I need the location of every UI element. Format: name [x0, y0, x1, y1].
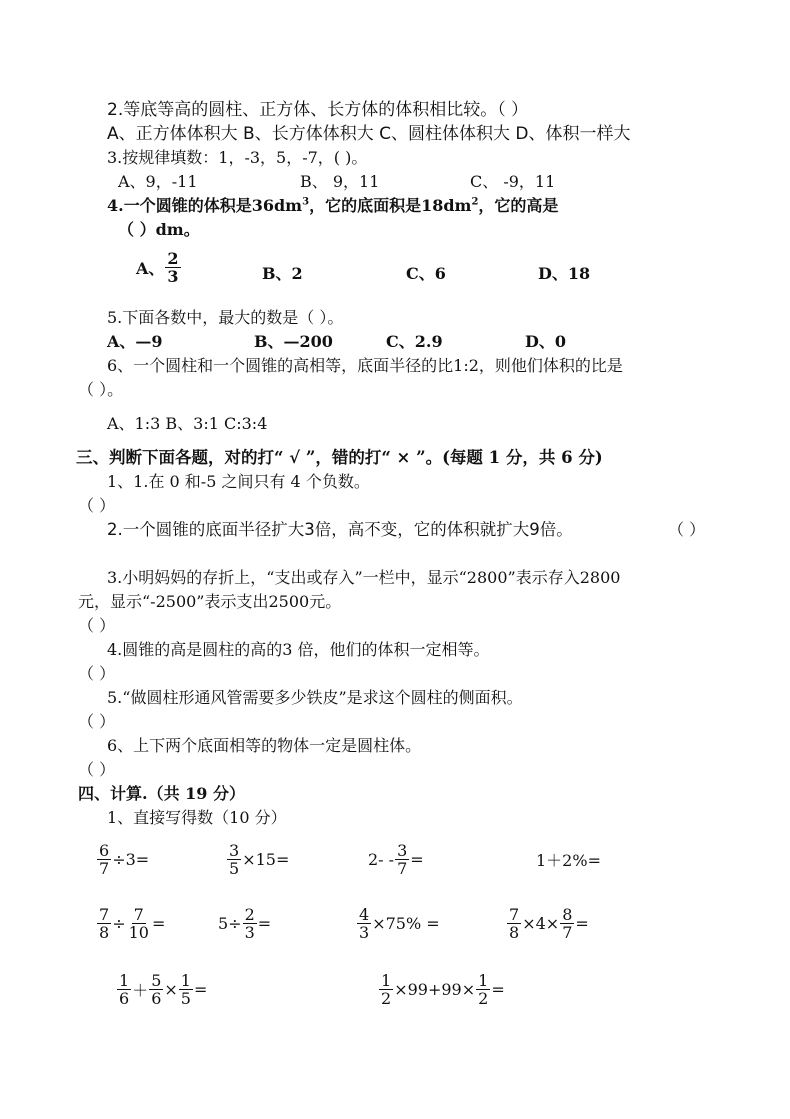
- calc-4: 1＋2%=: [536, 851, 601, 870]
- fraction-numerator: 1: [381, 971, 392, 990]
- calc-5-fraction-1: [97, 906, 111, 941]
- q6-options: A、1:3 B、3:1 C:3:4: [107, 414, 268, 433]
- q4-stem-part1: 4.一个圆锥的体积是36dm: [107, 196, 303, 215]
- fraction-denominator: 8: [509, 923, 520, 942]
- fraction-denominator: 10: [128, 923, 149, 942]
- calc-3-fraction: [395, 842, 409, 877]
- q4-option-c: C、6: [406, 264, 446, 283]
- fraction-denominator: 3: [359, 923, 370, 942]
- section4-sub1: 1、直接写得数（10 分）: [107, 808, 287, 827]
- judge-6: 6、上下两个底面相等的物体一定是圆柱体。: [107, 736, 422, 755]
- calc-8-rest: =: [575, 914, 589, 933]
- calc-6-rest: =: [257, 914, 272, 933]
- fraction-numerator: 2: [167, 249, 179, 268]
- judge-5: 5.“做圆柱形通风管需要多少铁皮”是求这个圆柱的侧面积。: [107, 688, 523, 707]
- calc-2-fraction: [227, 842, 241, 877]
- calc-1: [96, 842, 149, 877]
- calc-10-rest: =: [491, 980, 505, 999]
- fraction-numerator: 6: [99, 841, 110, 860]
- calc-9-fraction-3: [179, 972, 193, 1007]
- fraction-numerator: 7: [133, 905, 144, 924]
- q3-stem: 3.按规律填数：1，-3，5，-7，( )。: [107, 148, 368, 167]
- fraction-numerator: 1: [478, 971, 489, 990]
- q6-line2: （ ）。: [78, 380, 124, 399]
- calc-8-fraction-2: [560, 906, 574, 941]
- judge-3-line1: 3.小明妈妈的存折上，“支出或存入”一栏中，显示“2800”表示存入2800: [107, 568, 621, 587]
- fraction-numerator: 2: [244, 905, 255, 924]
- calc-8-mid: ×4×: [522, 914, 560, 933]
- q3-option-c: C、 -9，11: [470, 172, 556, 191]
- fraction-denominator: 8: [99, 923, 110, 942]
- fraction-numerator: 7: [99, 905, 110, 924]
- fraction-numerator: 8: [562, 905, 573, 924]
- fraction-numerator: 1: [119, 971, 130, 990]
- calc-1-rest: ÷3=: [112, 850, 150, 869]
- judge-3-line2: 元，显示“-2500”表示支出2500元。: [78, 592, 342, 611]
- q4-sup-2: 2: [471, 196, 479, 208]
- calc-10-fraction-1: [379, 972, 393, 1007]
- judge-6-answer: （ ）: [78, 760, 116, 779]
- judge-5-answer: （ ）: [78, 712, 116, 731]
- q3-option-a: A、9，-11: [118, 172, 198, 191]
- judge-4: 4.圆锥的高是圆柱的高的3 倍，他们的体积一定相等。: [107, 640, 490, 659]
- calc-5: [96, 906, 165, 941]
- q4-line2: （ ）dm。: [118, 220, 200, 239]
- calc-5-operator: ÷: [112, 914, 126, 933]
- calc-6-pre: 5÷: [218, 914, 242, 933]
- fraction-denominator: 3: [167, 267, 179, 286]
- q5-option-d: D、0: [525, 332, 567, 351]
- calc-1-fraction: [97, 842, 111, 877]
- judge-2: 2.一个圆锥的底面半径扩大3倍，高不变，它的体积就扩大9倍。: [107, 520, 573, 539]
- fraction-denominator: 7: [562, 923, 573, 942]
- q4-option-a: [136, 250, 182, 285]
- fraction-denominator: 7: [99, 859, 110, 878]
- q6-stem: 6、一个圆柱和一个圆锥的高相等，底面半径的比1:2，则他们体积的比是: [107, 356, 623, 375]
- section3-title: 三、判断下面各题，对的打“ √ ”，错的打“ × ”。(每题 1 分，共 6 分): [76, 448, 603, 467]
- fraction-denominator: 5: [229, 859, 240, 878]
- fraction-denominator: 3: [244, 923, 255, 942]
- fraction-denominator: 6: [119, 989, 130, 1008]
- calc-3-pre: 2- -: [368, 850, 395, 869]
- q2-stem: 2.等底等高的圆柱、正方体、长方体的体积相比较。（ ）: [107, 100, 529, 120]
- fraction-denominator: 7: [397, 859, 408, 878]
- judge-3-answer: （ ）: [78, 616, 116, 635]
- calc-9-fraction-2: [149, 972, 163, 1007]
- q2-options: A、正方体体积大 B、长方体体积大 C、圆柱体体积大 D、体积一样大: [107, 124, 631, 144]
- fraction-denominator: 2: [478, 989, 489, 1008]
- q4-stem-part2: ，它的底面积是18dm: [309, 196, 472, 215]
- calc-3-rest: =: [410, 850, 424, 869]
- q5-option-c: C、2.9: [386, 332, 443, 351]
- q4-option-b: B、2: [262, 264, 303, 283]
- calc-5-rest: =: [151, 914, 166, 933]
- q4-option-d: D、18: [538, 264, 591, 283]
- q5-option-a: A、—9: [107, 332, 163, 351]
- calc-9-operator-2: ×: [164, 980, 178, 999]
- calc-2: [226, 842, 289, 877]
- calc-7: [356, 906, 440, 941]
- calc-7-rest: ×75% =: [372, 914, 440, 933]
- calc-9-fraction-1: [117, 972, 131, 1007]
- q5-option-b: B、—200: [254, 332, 333, 351]
- calc-9-rest: =: [193, 980, 208, 999]
- fraction-denominator: 5: [180, 989, 191, 1008]
- calc-10-mid: ×99+99×: [394, 980, 476, 999]
- q4-stem-part3: ，它的高是: [478, 196, 559, 215]
- q4-option-a-fraction: [165, 250, 180, 285]
- judge-4-answer: （ ）: [78, 664, 116, 683]
- calc-7-fraction: [357, 906, 371, 941]
- calc-2-rest: ×15=: [242, 850, 290, 869]
- q4-option-a-label: A、: [136, 259, 165, 278]
- fraction-denominator: 6: [151, 989, 162, 1008]
- q4-stem: [107, 196, 558, 216]
- fraction-numerator: 5: [151, 971, 162, 990]
- calc-9-operator-1: ＋: [132, 981, 149, 1000]
- fraction-numerator: 7: [509, 905, 520, 924]
- calc-3: [368, 842, 424, 877]
- section4-title: 四、计算.（共 19 分）: [78, 784, 245, 803]
- judge-2-answer: （ ）: [668, 520, 706, 539]
- judge-1-answer: （ ）: [78, 496, 116, 515]
- calc-9: [116, 972, 207, 1007]
- calc-8-fraction-1: [507, 906, 521, 941]
- judge-1: 1、1.在 0 和-5 之间只有 4 个负数。: [107, 472, 370, 491]
- q3-option-b: B、 9，11: [300, 172, 380, 191]
- calc-6: [218, 906, 271, 941]
- fraction-numerator: 3: [397, 841, 408, 860]
- calc-6-fraction: [243, 906, 257, 941]
- calc-10-fraction-2: [476, 972, 490, 1007]
- fraction-numerator: 3: [229, 841, 240, 860]
- fraction-numerator: 1: [180, 971, 191, 990]
- calc-5-fraction-2: [127, 906, 151, 941]
- calc-8: [506, 906, 589, 941]
- fraction-numerator: 4: [359, 905, 370, 924]
- q4-sup-3: 3: [302, 196, 310, 208]
- calc-10: [378, 972, 505, 1007]
- fraction-denominator: 2: [381, 989, 392, 1008]
- q5-stem: 5.下面各数中，最大的数是（ ）。: [107, 308, 344, 327]
